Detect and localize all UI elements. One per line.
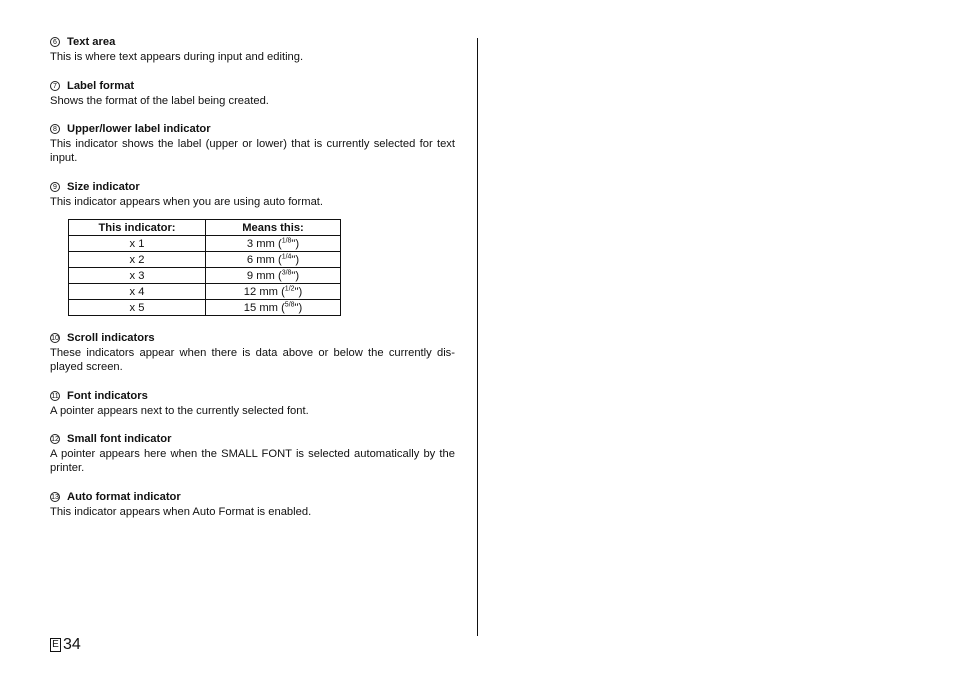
- section-small-font-indicator: [50, 432, 455, 476]
- page-number: 34: [63, 636, 81, 653]
- section-body: This is where text appears during input and editing.: [50, 50, 304, 63]
- section-title: Font indicators: [67, 390, 148, 402]
- meaning-cell: 15 mm ($^{5/8}$"): [206, 300, 341, 316]
- meaning-cell: 12 mm ($^{1/2}$"): [206, 284, 341, 300]
- section-body: This indicator appears when Auto Format is enabled.: [50, 505, 312, 518]
- indicator-cell: x 1: [69, 236, 206, 252]
- section-heading: [50, 490, 455, 505]
- section-title: Upper/lower label indicator: [67, 123, 211, 135]
- section-heading: [50, 79, 455, 94]
- meaning-cell: 9 mm ($^{3/8}$"): [206, 268, 341, 284]
- section-upper-lower-indicator: [50, 122, 455, 166]
- section-title: Small font indicator: [67, 433, 172, 445]
- section-text-area: [50, 35, 455, 64]
- circled-number: 7: [50, 81, 60, 91]
- table-row: [69, 252, 341, 268]
- table-row: [69, 236, 341, 252]
- table-row: [69, 268, 341, 284]
- circled-number: 13: [51, 493, 59, 501]
- circled-number: 10: [51, 334, 59, 342]
- fraction: 3/8: [281, 268, 292, 276]
- fraction: 5/8: [284, 300, 295, 308]
- section-title: Text area: [67, 36, 116, 48]
- table-row: [69, 284, 341, 300]
- fraction: 1/8: [281, 236, 292, 244]
- page-footer: [50, 637, 81, 653]
- indicator-cell: x 2: [69, 252, 206, 268]
- section-title: Scroll indicators: [67, 332, 155, 344]
- table-row: [69, 300, 341, 316]
- section-heading: [50, 122, 455, 137]
- meaning-cell: 6 mm ($^{1/4}$"): [206, 252, 341, 268]
- section-body: Shows the format of the label being created.: [50, 94, 269, 107]
- meaning-cell: 3 mm ($^{1/8}$"): [206, 236, 341, 252]
- section-auto-format-indicator: [50, 490, 455, 519]
- fraction: 1/2: [284, 284, 295, 292]
- section-label-format: [50, 79, 455, 108]
- indicator-cell: x 3: [69, 268, 206, 284]
- column-header-indicator: This indicator:: [69, 220, 206, 236]
- section-font-indicators: [50, 389, 455, 418]
- circled-number: 6: [50, 37, 60, 47]
- size-indicator-table: [68, 219, 341, 316]
- section-title: Size indicator: [67, 181, 140, 193]
- circled-number: 11: [51, 392, 59, 400]
- section-body: A pointer appears next to the currently selected font.: [50, 404, 309, 417]
- section-size-indicator: [50, 180, 455, 209]
- section-heading: [50, 432, 455, 447]
- section-heading: [50, 389, 455, 404]
- section-body: These indicators appear when there is data above or below the currently dis-played screen.: [50, 346, 455, 373]
- circled-number: 9: [50, 182, 60, 192]
- section-heading: [50, 180, 455, 195]
- section-body: This indicator appears when you are using auto format.: [50, 195, 324, 208]
- section-title: Auto format indicator: [67, 491, 181, 503]
- column-divider: [477, 38, 478, 636]
- section-heading: [50, 35, 455, 50]
- section-body: This indicator shows the label (upper or lower) that is currently selected for text input.: [50, 137, 455, 164]
- section-heading: [50, 331, 455, 346]
- section-title: Label format: [67, 80, 135, 92]
- section-scroll-indicators: [50, 331, 455, 375]
- indicator-cell: x 5: [69, 300, 206, 316]
- circled-number: 12: [51, 435, 59, 443]
- fraction: 1/4: [281, 252, 292, 260]
- column-header-meaning: Means this:: [206, 220, 341, 236]
- circled-number: 8: [50, 124, 60, 134]
- language-badge: E: [50, 638, 61, 652]
- table-header-row: [69, 220, 341, 236]
- section-body: A pointer appears here when the SMALL FONT is selected automatically by the printer.: [50, 447, 455, 474]
- indicator-cell: x 4: [69, 284, 206, 300]
